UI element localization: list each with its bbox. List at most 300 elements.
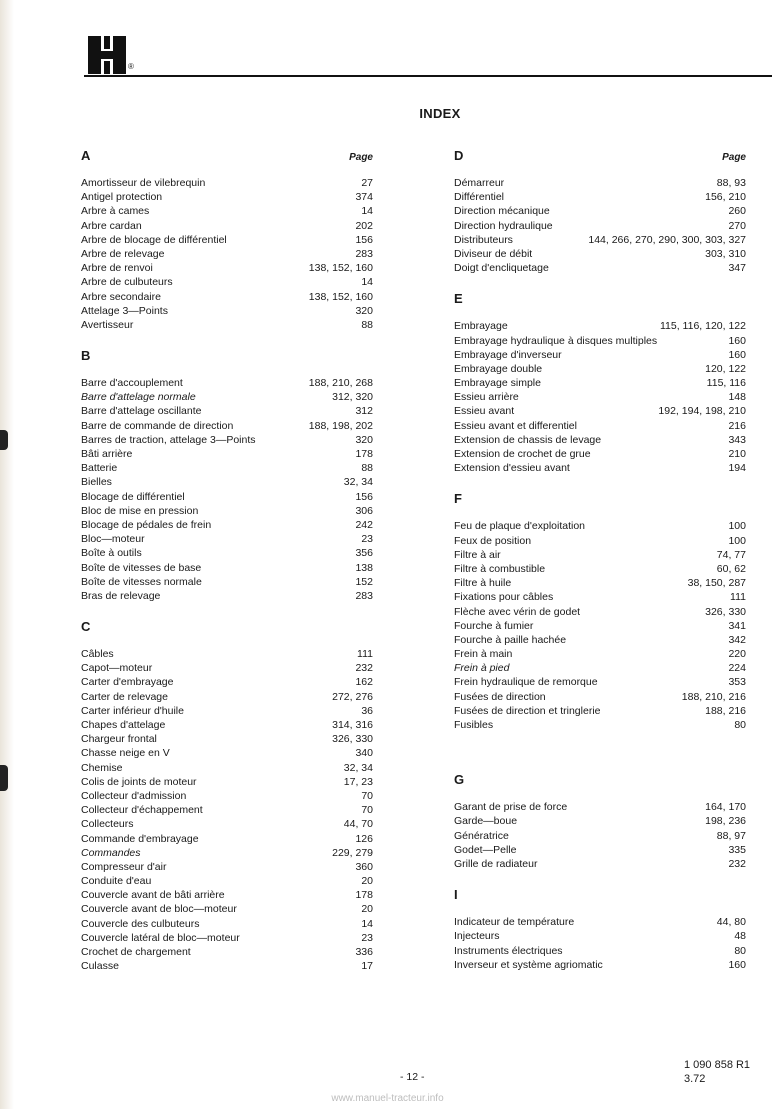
entry-pages: 374: [355, 191, 373, 204]
index-entry: [81, 959, 373, 973]
entry-label: Arbre secondaire: [81, 290, 161, 303]
entry-pages: 80: [734, 944, 746, 957]
entry-pages: 17, 23: [343, 775, 373, 788]
ih-logo: [88, 36, 134, 74]
entry-label: Arbre de renvoi: [81, 262, 153, 275]
index-entry: [454, 348, 746, 362]
entry-label: Extension d'essieu avant: [454, 462, 570, 475]
entry-label: Garde—boue: [454, 815, 518, 828]
section-header-d: [454, 148, 746, 164]
entry-pages: 232: [728, 857, 746, 870]
page-column-header: Page: [722, 152, 746, 163]
entry-pages: 283: [355, 589, 373, 602]
entry-pages: 178: [355, 889, 373, 902]
entry-label: Fourche à paille hachée: [454, 633, 567, 646]
index-entry: [81, 931, 373, 945]
entry-label: Garant de prise de force: [454, 801, 568, 814]
entry-label: Embrayage double: [454, 362, 543, 375]
entry-label: Fixations pour câbles: [454, 591, 554, 604]
index-entry: [81, 902, 373, 916]
entry-pages: 138, 152, 160: [308, 290, 373, 303]
index-entry: [81, 219, 373, 233]
index-entry: [81, 817, 373, 831]
entry-pages: 356: [355, 547, 373, 560]
entry-pages: 27: [361, 177, 373, 189]
entry-pages: 152: [355, 575, 373, 588]
index-entry: [81, 475, 373, 489]
entry-pages: 111: [730, 591, 746, 604]
entry-pages: 160: [728, 958, 746, 971]
entry-pages: 320: [355, 304, 373, 317]
index-column-right: [454, 148, 746, 972]
entry-label: Capot—moteur: [81, 662, 153, 675]
entry-pages: 336: [355, 946, 373, 958]
index-entry: [81, 261, 373, 275]
entry-label: Différentiel: [454, 191, 504, 204]
index-entry: [454, 219, 746, 233]
binder-hole: [0, 430, 8, 450]
entry-pages: 88, 93: [716, 177, 746, 189]
entry-pages: 160: [728, 334, 746, 347]
entry-pages: 326, 330: [705, 605, 746, 618]
entry-pages: 44, 70: [343, 818, 373, 831]
entry-label: Carter d'embrayage: [81, 676, 174, 689]
document-number: 1 090 858 R1: [684, 1059, 751, 1071]
entry-label: Compresseur d'air: [81, 860, 167, 873]
entry-label: Flèche avec vérin de godet: [454, 605, 581, 618]
ih-logo-icon: [88, 36, 126, 74]
entry-label: Embrayage simple: [454, 377, 541, 390]
index-entry: [454, 376, 746, 390]
entry-pages: 115, 116: [706, 377, 746, 390]
entry-label: Embrayage d'inverseur: [454, 348, 562, 361]
index-entry: [81, 690, 373, 704]
entry-pages: 20: [361, 875, 373, 888]
section-header-a: [81, 148, 373, 164]
index-entry: [81, 917, 373, 931]
entry-pages: 232: [355, 662, 373, 675]
entry-pages: 224: [728, 662, 746, 675]
index-entry: [81, 874, 373, 888]
index-entry: [81, 746, 373, 760]
index-entry: [454, 204, 746, 218]
index-entry: [81, 945, 373, 959]
index-entry: [81, 318, 373, 332]
section-header-f: [454, 491, 746, 507]
index-entry: [81, 718, 373, 732]
index-entry: [454, 319, 746, 333]
index-entry: [454, 461, 746, 475]
entry-label: Amortisseur de vilebrequin: [81, 177, 206, 189]
entry-pages: 220: [728, 648, 746, 661]
entry-pages: 178: [355, 448, 373, 460]
index-entry: [454, 548, 746, 562]
entry-pages: 343: [728, 433, 746, 446]
entry-pages: 14: [361, 917, 373, 930]
index-entry: [454, 647, 746, 661]
entry-pages: 120, 122: [705, 362, 746, 375]
entry-pages: 188, 210, 268: [308, 377, 373, 390]
entry-label: Chemise: [81, 761, 123, 774]
entry-label: Barre de commande de direction: [81, 419, 234, 432]
entry-label: Feux de position: [454, 534, 532, 547]
index-entry: [454, 247, 746, 261]
entry-pages: 312: [355, 405, 373, 418]
entry-pages: 38, 150, 287: [687, 577, 746, 590]
entry-label: Attelage 3—Points: [81, 304, 168, 317]
entry-label: Couvercle des culbuteurs: [81, 917, 200, 930]
entry-pages: 342: [728, 633, 746, 646]
entry-pages: 156, 210: [705, 191, 746, 204]
entry-label: Génératrice: [454, 829, 509, 842]
entry-label: Boîte de vitesses de base: [81, 561, 202, 574]
index-entry: [454, 605, 746, 619]
section-letter: B: [81, 348, 91, 364]
entry-label: Barres de traction, attelage 3—Points: [81, 433, 256, 446]
entry-label: Bras de relevage: [81, 589, 161, 602]
entry-pages: 353: [728, 676, 746, 689]
entry-pages: 198, 236: [705, 815, 746, 828]
index-entry: [454, 404, 746, 418]
entry-pages: 88: [361, 462, 373, 475]
section-header-c: [81, 619, 373, 635]
entry-label: Distributeurs: [454, 233, 513, 246]
section-spacer: [454, 732, 746, 756]
entry-pages: 148: [728, 391, 746, 404]
entry-label: Frein à pied: [454, 662, 510, 675]
index-entry: [81, 803, 373, 817]
entry-label: Barre d'attelage oscillante: [81, 405, 202, 418]
entry-pages: 326, 330: [332, 733, 373, 746]
entry-pages: 32, 34: [343, 761, 373, 774]
entry-label: Colis de joints de moteur: [81, 775, 197, 788]
entry-label: Fusibles: [454, 719, 494, 731]
entry-pages: 138: [355, 561, 373, 574]
index-entry: [81, 518, 373, 532]
section-letter: E: [454, 291, 463, 307]
index-entry: [81, 275, 373, 289]
entry-pages: 88, 97: [716, 829, 746, 842]
index-entry: [81, 504, 373, 518]
entry-label: Blocage de différentiel: [81, 490, 185, 503]
entry-pages: 160: [728, 348, 746, 361]
page-title: INDEX: [419, 106, 461, 121]
entry-pages: 188, 216: [705, 704, 746, 717]
index-entry: [81, 661, 373, 675]
index-entry: [81, 247, 373, 261]
entry-label: Conduite d'eau: [81, 875, 152, 888]
entry-label: Frein hydraulique de remorque: [454, 676, 598, 689]
entry-label: Essieu avant et differentiel: [454, 419, 577, 432]
entry-pages: 314, 316: [332, 719, 373, 731]
section-header-i: [454, 887, 746, 903]
footer-page-number: - 12 -: [400, 1071, 425, 1083]
index-entry: [454, 718, 746, 732]
entry-pages: 188, 198, 202: [308, 419, 373, 432]
entry-pages: 80: [734, 719, 746, 731]
entry-pages: 283: [355, 247, 373, 260]
index-entry: [81, 888, 373, 902]
entry-label: Barre d'attelage normale: [81, 391, 196, 404]
entry-pages: 17: [361, 960, 373, 973]
index-entry: [81, 376, 373, 390]
entry-label: Extension de crochet de grue: [454, 448, 591, 460]
entry-pages: 312, 320: [332, 391, 373, 404]
section-header-e: [454, 291, 746, 307]
section-letter: D: [454, 148, 464, 163]
entry-pages: 23: [361, 931, 373, 944]
entry-label: Collecteurs: [81, 818, 134, 831]
entry-pages: 111: [357, 648, 373, 661]
entry-label: Instruments électriques: [454, 944, 563, 957]
index-entry: [454, 704, 746, 718]
index-column-left: [81, 148, 373, 973]
entry-label: Embrayage hydraulique à disques multiples: [454, 334, 658, 347]
index-entry: [81, 860, 373, 874]
index-entry: [81, 233, 373, 247]
entry-label: Blocage de pédales de frein: [81, 518, 212, 531]
entry-label: Doigt d'encliquetage: [454, 262, 549, 275]
index-entry: [81, 447, 373, 461]
index-entry: [454, 690, 746, 704]
index-entry: [81, 304, 373, 318]
index-entry: [454, 843, 746, 857]
entry-label: Fusées de direction: [454, 690, 546, 703]
index-entry: [454, 519, 746, 533]
entry-pages: 162: [355, 676, 373, 689]
index-entry: [81, 589, 373, 603]
entry-pages: 32, 34: [343, 476, 373, 489]
index-entry: [454, 915, 746, 929]
entry-label: Godet—Pelle: [454, 843, 517, 856]
index-entry: [454, 334, 746, 348]
entry-pages: 192, 194, 198, 210: [658, 405, 746, 418]
entry-label: Filtre à air: [454, 548, 501, 561]
entry-pages: 100: [728, 520, 746, 533]
entry-label: Bielles: [81, 476, 112, 489]
index-entry: [81, 732, 373, 746]
entry-pages: 306: [355, 504, 373, 517]
index-entry: [81, 532, 373, 546]
entry-label: Collecteur d'échappement: [81, 804, 203, 817]
entry-label: Essieu avant: [454, 405, 515, 418]
index-entry: [454, 857, 746, 871]
entry-pages: 70: [361, 804, 373, 817]
section-header-b: [81, 348, 373, 364]
entry-label: Chapes d'attelage: [81, 719, 166, 731]
entry-pages: 20: [361, 903, 373, 916]
footer-document-reference: [684, 1058, 750, 1086]
index-entry: [81, 490, 373, 504]
entry-pages: 242: [355, 518, 373, 531]
entry-label: Commandes: [81, 846, 141, 859]
entry-pages: 340: [355, 747, 373, 760]
entry-label: Collecteur d'admission: [81, 789, 187, 802]
entry-pages: 202: [355, 219, 373, 232]
entry-label: Carter de relevage: [81, 690, 168, 703]
entry-label: Bâti arrière: [81, 448, 133, 460]
entry-label: Arbre de relevage: [81, 247, 165, 260]
entry-pages: 156: [355, 233, 373, 246]
entry-label: Bloc—moteur: [81, 533, 145, 546]
index-entry: [454, 419, 746, 433]
index-entry: [454, 562, 746, 576]
registered-mark: ®: [128, 62, 134, 71]
index-entry: [81, 761, 373, 775]
entry-pages: 164, 170: [705, 801, 746, 814]
section-header-g: [454, 772, 746, 788]
index-entry: [454, 675, 746, 689]
entry-pages: 60, 62: [716, 562, 746, 575]
entry-pages: 23: [361, 533, 373, 546]
entry-pages: 144, 266, 270, 290, 300, 303, 327: [588, 233, 746, 246]
document-date: 3.72: [684, 1073, 706, 1085]
entry-pages: 14: [361, 205, 373, 218]
section-letter: F: [454, 491, 462, 507]
entry-pages: 36: [361, 704, 373, 717]
index-entry: [454, 261, 746, 275]
index-entry: [81, 290, 373, 304]
index-entry: [454, 534, 746, 548]
index-entry: [81, 675, 373, 689]
entry-label: Indicateur de température: [454, 916, 575, 929]
entry-pages: 14: [361, 276, 373, 289]
entry-pages: 138, 152, 160: [308, 262, 373, 275]
section-letter: C: [81, 619, 91, 635]
index-entry: [81, 433, 373, 447]
section-letter: G: [454, 772, 465, 788]
index-entry: [81, 575, 373, 589]
entry-label: Démarreur: [454, 177, 505, 189]
entry-pages: 272, 276: [332, 690, 373, 703]
index-entry: [454, 814, 746, 828]
entry-pages: 303, 310: [705, 247, 746, 260]
entry-pages: 115, 116, 120, 122: [659, 320, 746, 333]
index-entry: [81, 176, 373, 190]
index-entry: [454, 447, 746, 461]
scan-edge-shadow: [0, 0, 14, 1109]
entry-label: Frein à main: [454, 648, 513, 661]
entry-label: Antigel protection: [81, 191, 163, 204]
index-entry: [454, 929, 746, 943]
entry-label: Grille de radiateur: [454, 857, 538, 870]
entry-label: Bloc de mise en pression: [81, 504, 199, 517]
index-entry: [454, 633, 746, 647]
index-entry: [454, 362, 746, 376]
index-entry: [454, 944, 746, 958]
entry-label: Crochet de chargement: [81, 946, 191, 958]
entry-label: Arbre cardan: [81, 219, 142, 232]
index-entry: [454, 390, 746, 404]
index-entry: [81, 404, 373, 418]
entry-label: Feu de plaque d'exploitation: [454, 520, 586, 533]
entry-label: Direction hydraulique: [454, 219, 553, 232]
entry-label: Filtre à huile: [454, 577, 512, 590]
entry-label: Embrayage: [454, 320, 508, 333]
entry-label: Chargeur frontal: [81, 733, 157, 746]
entry-label: Arbre de culbuteurs: [81, 276, 173, 289]
entry-pages: 341: [728, 619, 746, 632]
entry-pages: 320: [355, 433, 373, 446]
entry-label: Barre d'accouplement: [81, 377, 183, 390]
entry-label: Culasse: [81, 960, 119, 973]
entry-pages: 360: [355, 860, 373, 873]
entry-pages: 216: [728, 419, 746, 432]
index-entry: [81, 190, 373, 204]
entry-label: Avertisseur: [81, 318, 134, 331]
index-entry: [454, 576, 746, 590]
entry-label: Carter inférieur d'huile: [81, 704, 184, 717]
entry-pages: 188, 210, 216: [681, 690, 746, 703]
binder-hole: [0, 765, 8, 791]
entry-pages: 88: [361, 318, 373, 331]
index-entry: [454, 433, 746, 447]
entry-pages: 229, 279: [332, 846, 373, 859]
index-entry: [81, 704, 373, 718]
section-letter: A: [81, 148, 91, 163]
index-entry: [454, 958, 746, 972]
entry-label: Extension de chassis de levage: [454, 433, 602, 446]
index-entry: [81, 832, 373, 846]
entry-pages: 260: [728, 205, 746, 218]
entry-label: Boîte à outils: [81, 547, 142, 560]
entry-pages: 194: [728, 462, 746, 475]
index-entry: [454, 800, 746, 814]
entry-label: Essieu arrière: [454, 391, 519, 404]
entry-label: Injecteurs: [454, 930, 500, 943]
entry-label: Batterie: [81, 462, 118, 475]
entry-label: Arbre de blocage de différentiel: [81, 233, 227, 246]
entry-pages: 48: [734, 930, 746, 943]
entry-label: Direction mécanique: [454, 205, 550, 218]
entry-label: Couvercle avant de bloc—moteur: [81, 903, 237, 916]
index-entry: [81, 390, 373, 404]
index-entry: [81, 846, 373, 860]
entry-label: Inverseur et système agriomatic: [454, 958, 603, 971]
entry-label: Arbre à cames: [81, 205, 150, 218]
index-entry: [454, 619, 746, 633]
index-entry: [81, 647, 373, 661]
index-entry: [81, 789, 373, 803]
index-entry: [81, 775, 373, 789]
index-entry: [81, 546, 373, 560]
index-entry: [81, 419, 373, 433]
index-entry: [454, 176, 746, 190]
entry-pages: 126: [355, 832, 373, 845]
index-entry: [81, 561, 373, 575]
entry-label: Couvercle latéral de bloc—moteur: [81, 931, 240, 944]
index-entry: [454, 661, 746, 675]
entry-label: Câbles: [81, 648, 114, 661]
entry-pages: 44, 80: [716, 916, 746, 929]
entry-label: Diviseur de débit: [454, 247, 533, 260]
entry-pages: 270: [728, 219, 746, 232]
index-entry: [454, 190, 746, 204]
watermark: www.manuel-tracteur.info: [331, 1093, 444, 1104]
header-rule: [84, 75, 772, 77]
index-entry: [454, 233, 746, 247]
entry-label: Couvercle avant de bâti arrière: [81, 889, 225, 902]
page-column-header: Page: [349, 152, 373, 163]
entry-pages: 70: [361, 789, 373, 802]
entry-label: Fusées de direction et tringlerie: [454, 704, 601, 717]
entry-pages: 74, 77: [716, 548, 746, 561]
entry-pages: 156: [355, 490, 373, 503]
section-letter: I: [454, 887, 458, 903]
entry-label: Chasse neige en V: [81, 747, 170, 760]
entry-pages: 210: [728, 448, 746, 460]
index-entry: [454, 829, 746, 843]
